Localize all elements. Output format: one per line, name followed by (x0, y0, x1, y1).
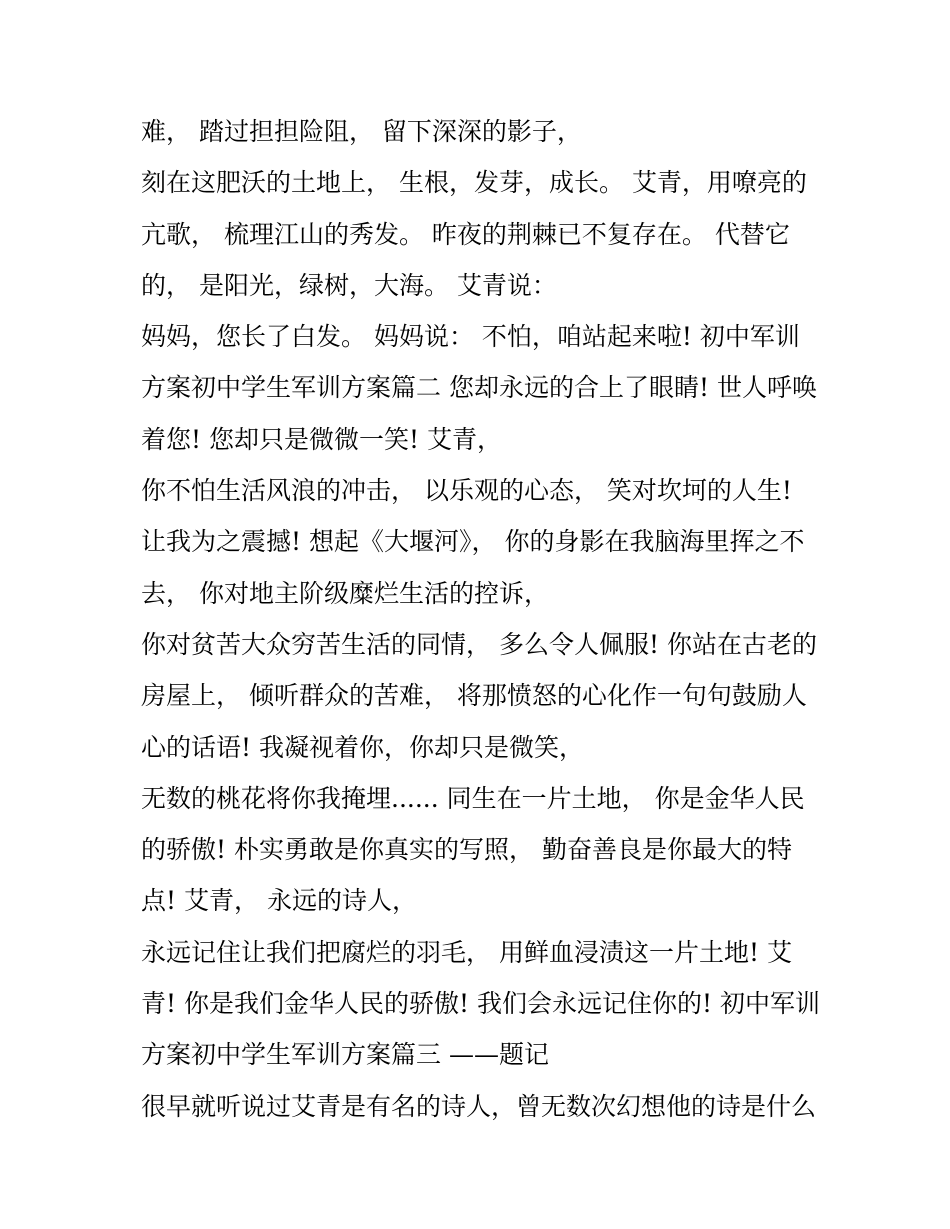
text-line-4: 的， 是阳光，绿树，大海。 艾青说： (141, 270, 557, 300)
text-line-8: 你不怕生活风浪的冲击， 以乐观的心态， 笑对坎坷的人生! (141, 476, 792, 506)
text-line-2: 刻在这肥沃的土地上， 生根，发芽，成长。 艾青，用嘹亮的 (141, 168, 807, 198)
text-line-3: 亢歌， 梳理江山的秀发。 昨夜的荆棘已不复存在。 代替它 (141, 219, 790, 249)
text-line-13: 心的话语! 我凝视着你，你却只是微笑， (141, 732, 584, 762)
body-text (141, 106, 831, 1132)
text-line-10: 去， 你对地主阶级糜烂生活的控诉， (141, 578, 549, 608)
text-line-7: 着您! 您却只是微微一笑! 艾青， (141, 424, 502, 454)
text-line-15: 的骄傲! 朴实勇敢是你真实的写照， 勤奋善良是你最大的特 (141, 835, 792, 865)
text-line-11: 你对贫苦大众穷苦生活的同情， 多么令人佩服! 你站在古老的 (141, 629, 817, 659)
text-line-12: 房屋上， 倾听群众的苦难， 将那愤怒的心化作一句句鼓励人 (141, 681, 807, 711)
text-line-14: 无数的桃花将你我掩埋...... 同生在一片土地， 你是金华人民 (141, 783, 805, 813)
text-line-16: 点! 艾青， 永远的诗人， (141, 886, 417, 916)
text-line-17: 永远记住让我们把腐烂的羽毛， 用鲜血浸渍这一片土地! 艾 (141, 937, 792, 967)
text-line-5: 妈妈，您长了白发。 妈妈说： 不怕，咱站起来啦! 初中军训 (141, 322, 800, 352)
text-line-1: 难， 踏过担担险阻， 留下深深的影子， (141, 117, 582, 146)
text-line-20: 很早就听说过艾青是有名的诗人，曾无数次幻想他的诗是什么 (141, 1091, 817, 1121)
text-line-19: 方案初中学生军训方案篇三 ——题记 (141, 1040, 549, 1070)
text-line-18: 青! 你是我们金华人民的骄傲! 我们会永远记住你的! 初中军训 (141, 989, 820, 1019)
text-line-9: 让我为之震撼! 想起《大堰河》， 你的身影在我脑海里挥之不 (141, 527, 805, 557)
text-line-6: 方案初中学生军训方案篇二 您却永远的合上了眼睛! 世人呼唤 (141, 373, 817, 403)
